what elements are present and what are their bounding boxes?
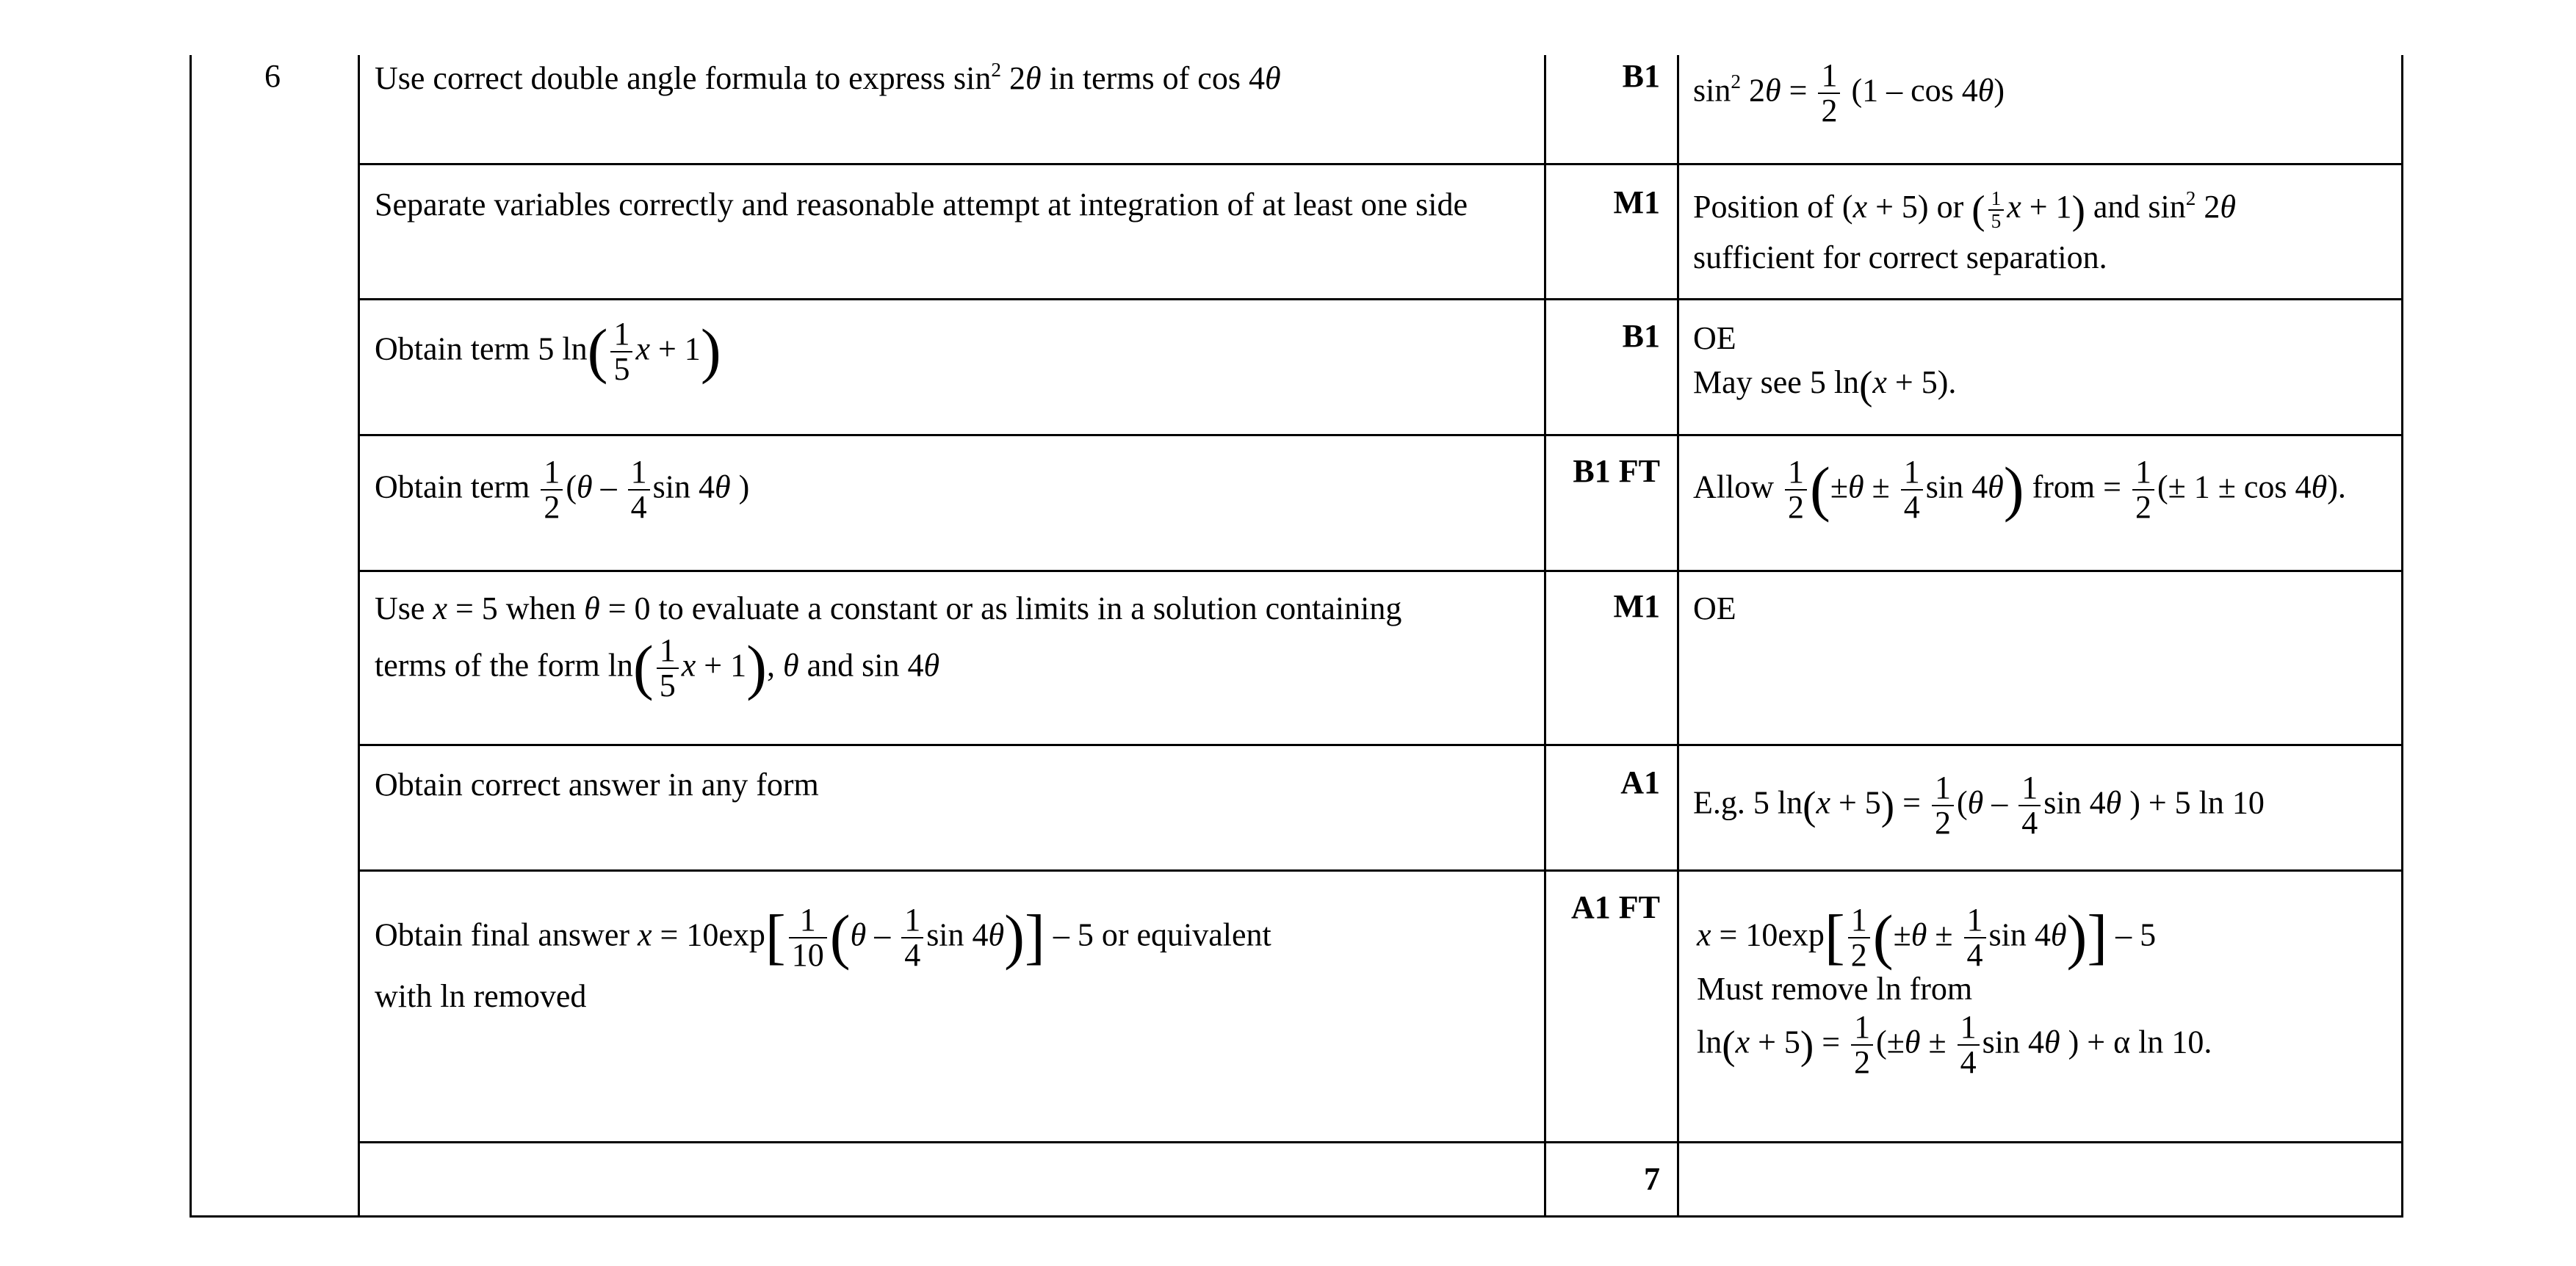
method-text-row-6: Obtain correct answer in any form	[375, 767, 819, 803]
row-divider	[358, 1141, 2403, 1143]
guidance-text-row-5: OE	[1693, 590, 1736, 626]
column-divider-1	[358, 55, 360, 1218]
row-divider	[358, 570, 2403, 572]
guidance-text-row-2: Position of (x + 5) or ( $\frac{1}{5}$ x + 1) and $\sin^2 2\theta$ sufficient for correct separation.	[1693, 187, 2237, 275]
column-divider-2	[1544, 55, 1546, 1218]
table-border-right	[2401, 55, 2403, 1218]
mark-row-3: B1	[1622, 318, 1660, 354]
method-text-row-3: Obtain term 5 ln( $\frac{1}{5}$ x + 1)	[375, 316, 721, 388]
question-number: 6	[264, 58, 281, 94]
total-marks: 7	[1644, 1161, 1660, 1197]
method-text-row-7: Obtain final answer x = 10exp[ $\frac{1}{10}$ (θ – $\frac{1}{4}$ sin 4θ)] – 5 or equivalent with ln removed	[375, 902, 1271, 1015]
row-divider	[358, 744, 2403, 746]
table-border-left	[190, 55, 192, 1218]
guidance-text-row-1: $\sin^2 2\theta$ = $\frac{1}{2}$ (1 – cos 4θ)	[1693, 57, 2005, 129]
method-text-row-1: Use correct double angle formula to express $\sin^2 2\theta$ in terms of cos 4θ	[375, 58, 1281, 96]
mark-row-6: A1	[1620, 764, 1660, 800]
table-border-bottom	[190, 1215, 2403, 1218]
guidance-text-row-4: Allow $\frac{1}{2}$ (±θ ± $\frac{1}{4}$ sin 4θ) from = $\frac{1}{2}$ (± 1 ± cos 4θ).	[1693, 454, 2346, 526]
method-text-row-2: Separate variables correctly and reasonable attempt at integration of at least one side	[375, 187, 1468, 223]
method-text-row-5: Use x = 5 when θ = 0 to evaluate a constant or as limits in a solution containing terms of the form ln( $\frac{1}{5}$ x + 1), θ and sin 4θ	[375, 590, 1402, 704]
guidance-text-row-3: OE May see 5 ln(x + 5).	[1693, 320, 1957, 408]
mark-row-4: B1 FT	[1573, 453, 1660, 489]
row-divider	[358, 869, 2403, 872]
row-divider	[358, 298, 2403, 300]
row-divider	[358, 163, 2403, 165]
method-text-row-4: Obtain term $\frac{1}{2}$ (θ – $\frac{1}{4}$ sin 4θ )	[375, 454, 750, 526]
mark-row-7: A1 FT	[1571, 889, 1660, 925]
mark-row-2: M1	[1613, 184, 1660, 220]
guidance-text-row-7: x = 10exp[ $\frac{1}{2}$ (±θ ± $\frac{1}{4}$ sin 4θ)] – 5 Must remove ln from ln(x + 5) = $\frac{1}{2}$ (±θ ± $\frac{1}{4}$ sin 4θ ) + α ln 10.	[1697, 902, 2212, 1080]
row-divider	[358, 434, 2403, 436]
column-divider-3	[1677, 55, 1679, 1218]
mark-row-1: B1	[1622, 58, 1660, 94]
guidance-text-row-6: E.g. 5 ln(x + 5) = $\frac{1}{2}$ (θ – $\frac{1}{4}$ sin 4θ ) + 5 ln 10	[1693, 770, 2265, 842]
mark-row-5: M1	[1613, 588, 1660, 624]
